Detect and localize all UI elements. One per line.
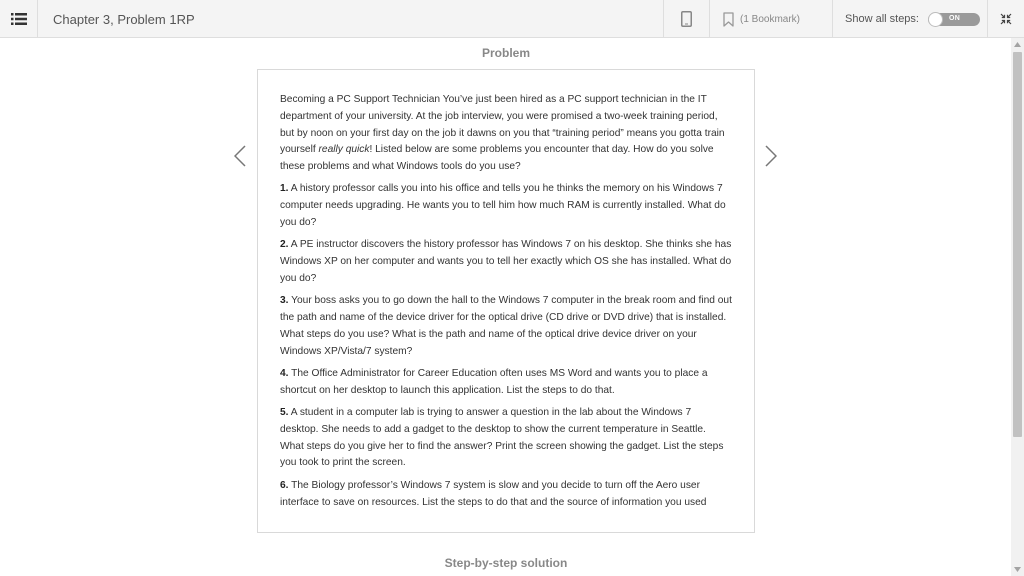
item-text: The Office Administrator for Career Education often uses MS Word and wants you to place a shortcut on her desktop to launch this application. List the steps to do that. xyxy=(280,367,708,396)
scroll-down-arrow-icon xyxy=(1014,567,1021,572)
mobile-phone-icon xyxy=(681,11,692,27)
bookmark-button[interactable] xyxy=(709,0,832,38)
problem-content xyxy=(258,70,754,511)
bookmark-count: (1 Bookmark) xyxy=(740,13,801,25)
problem-item-3 xyxy=(280,293,732,360)
problem-item-4 xyxy=(280,366,732,400)
problem-item-6 xyxy=(280,478,732,512)
intro-text-end: ! Listed below are some problems you encounter that day. How do you solve these problems and what Windows tools do you use? xyxy=(280,144,714,173)
collapse-button[interactable] xyxy=(987,0,1024,38)
problem-box xyxy=(257,69,755,533)
item-text: A student in a computer lab is trying to answer a question in the lab about the Windows 7 desktop. She needs to add a gadget to the desktop to show the current temperature in Seattle. What steps do you give her to find the answer? Print the screen showing the gadget. List the steps you took to print the screen. xyxy=(280,407,724,469)
chevron-left-icon xyxy=(234,145,246,167)
scroll-thumb[interactable] xyxy=(1013,52,1022,437)
page-scrollbar[interactable] xyxy=(1011,38,1024,576)
scroll-down-button[interactable] xyxy=(1011,563,1024,576)
previous-problem-button[interactable] xyxy=(228,142,252,170)
toggle-knob xyxy=(928,12,943,27)
item-text: The Biology professor’s Windows 7 system is slow and you decide to turn off the Aero user interface to save on resources. List the steps to do that and the source of information you used xyxy=(280,479,707,508)
chapter-title: Chapter 3, Problem 1RP xyxy=(53,12,195,27)
problem-item-1 xyxy=(280,181,732,231)
show-steps-label: Show all steps: xyxy=(845,13,919,25)
mobile-view-button[interactable] xyxy=(663,0,709,38)
item-text: Your boss asks you to go down the hall to the Windows 7 computer in the break room and find out the path and name of the device driver for the optical drive (CD drive or DVD drive) that is installed. What steps do you use? What is the path and name of the optical drive device driver on your Windows XP/Vista/7 system? xyxy=(280,295,732,357)
list-menu-icon xyxy=(11,12,27,26)
show-steps-control xyxy=(832,0,987,38)
intro-text-start: Becoming a PC Support Technician You’ve just been hired as a PC support technician in the IT department of your university. At the job interview, you were promised a two-week training period, but by noon on your first day on the job it dawns on you that “training period” means you gotta train yourself xyxy=(280,94,725,156)
scroll-up-button[interactable] xyxy=(1011,38,1024,51)
next-problem-button[interactable] xyxy=(759,142,783,170)
item-number: 3. xyxy=(280,295,289,307)
item-text: A history professor calls you into his office and tells you he thinks the memory on his Windows 7 computer needs upgrading. He wants you to tell him how much RAM is currently installed. What do you do? xyxy=(280,183,726,229)
item-number: 1. xyxy=(280,183,289,195)
bookmark-icon xyxy=(723,12,734,27)
item-number: 6. xyxy=(280,479,289,491)
toggle-state: ON xyxy=(948,14,961,22)
solution-heading: Step-by-step solution xyxy=(444,556,568,570)
scroll-up-arrow-icon xyxy=(1014,42,1021,47)
intro-italic-text: really quick xyxy=(318,144,370,156)
problem-heading: Problem xyxy=(481,46,530,60)
top-toolbar xyxy=(0,0,1024,38)
item-number: 2. xyxy=(280,239,289,251)
problem-item-2 xyxy=(280,237,732,287)
collapse-arrows-icon xyxy=(1000,13,1012,25)
show-steps-toggle[interactable] xyxy=(928,13,980,26)
menu-button[interactable] xyxy=(0,0,38,38)
item-number: 4. xyxy=(280,367,289,379)
item-text: A PE instructor discovers the history professor has Windows 7 on his desktop. She thinks she has Windows XP on her computer and wants you to tell her exactly which OS she has installed. What do you do? xyxy=(280,239,732,284)
chevron-right-icon xyxy=(765,145,777,167)
problem-intro xyxy=(280,92,732,176)
problem-item-5 xyxy=(280,405,732,472)
item-number: 5. xyxy=(280,407,289,419)
